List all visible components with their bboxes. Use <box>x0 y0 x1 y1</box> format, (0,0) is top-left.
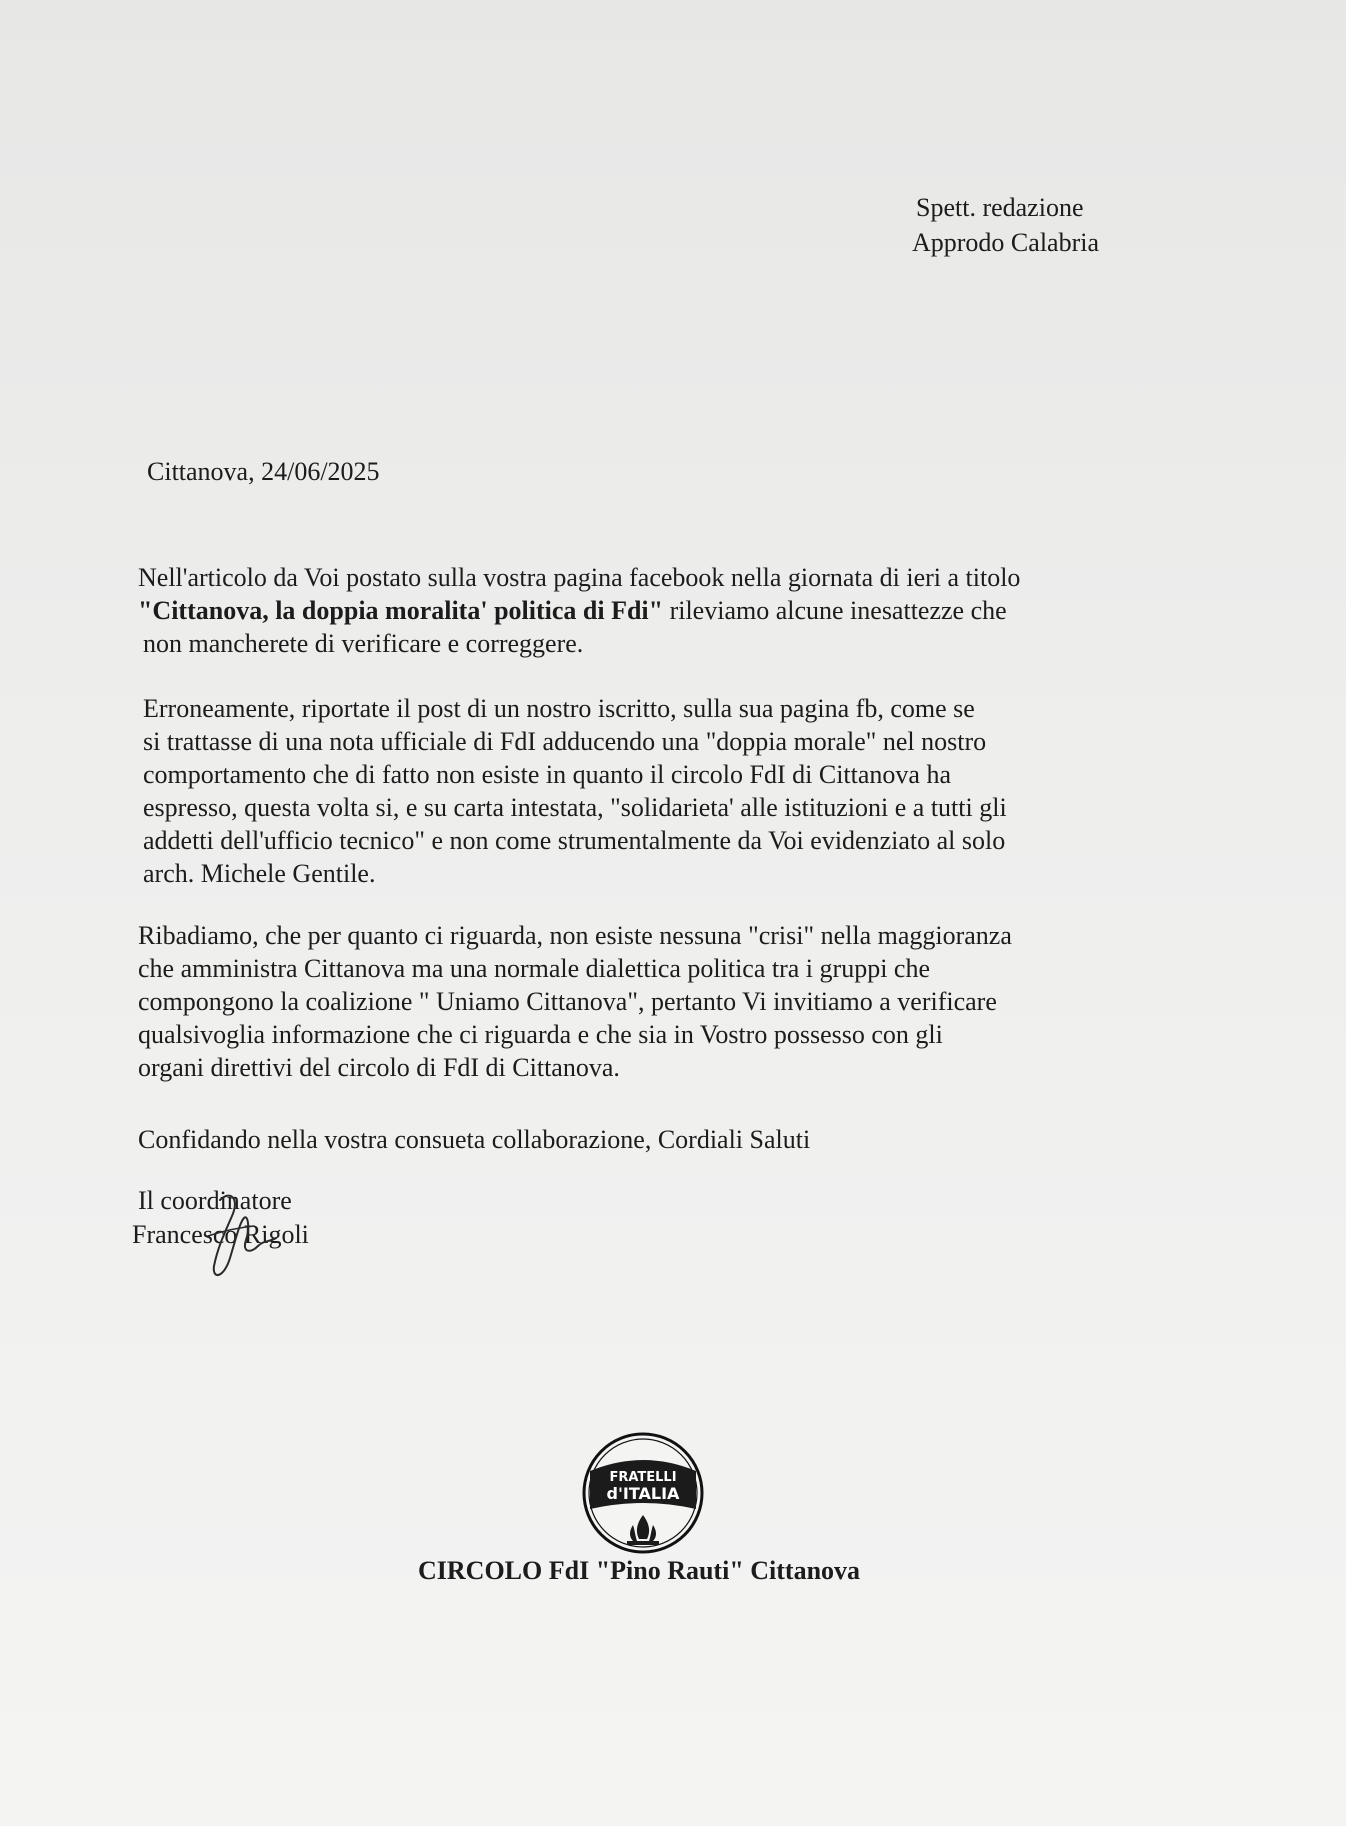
paragraph-2-line: arch. Michele Gentile. <box>143 859 376 888</box>
paragraph-1-line-3: non mancherete di verificare e correggere. <box>143 629 584 658</box>
paragraph-1-line-2 <box>138 594 1138 627</box>
paragraph-2-line: addetti dell'ufficio tecnico" e non come strumentalmente da Voi evidenziato al solo <box>143 826 1006 855</box>
paragraph-2-line: Erroneamente, riportate il post di un nostro iscritto, sulla sua pagina fb, come se <box>143 694 975 723</box>
paragraph-3-line: compongono la coalizione " Uniamo Cittanova", pertanto Vi invitiamo a verificare <box>138 987 997 1016</box>
paragraph-2 <box>143 692 1128 890</box>
handwritten-signature <box>200 1188 290 1288</box>
signer-role: Il coordinatore <box>138 1186 292 1215</box>
paragraph-3-line: qualsivoglia informazione che ci riguarda e che sia in Vostro possesso con gli <box>138 1020 943 1049</box>
closing-line: Confidando nella vostra consueta collaborazione, Cordiali Saluti <box>138 1125 811 1154</box>
paragraph-3-line: organi direttivi del circolo di FdI di Cittanova. <box>138 1053 620 1082</box>
paragraph-2-line: si trattasse di una nota ufficiale di FdI adducendo una "doppia morale" nel nostro <box>143 727 987 756</box>
logo-text-line-2: d'ITALIA <box>606 1484 680 1503</box>
letter-date: Cittanova, 24/06/2025 <box>147 457 380 486</box>
paragraph-1 <box>138 561 1138 660</box>
paragraph-3 <box>138 919 1118 1084</box>
paragraph-3-line: Ribadiamo, che per quanto ci riguarda, non esiste nessuna "crisi" nella maggioranza <box>138 921 1012 950</box>
recipient-block <box>912 190 1100 260</box>
logo-text-line-1: FRATELLI <box>609 1470 677 1485</box>
paragraph-3-line: che amministra Cittanova ma una normale dialettica politica tra i gruppi che <box>138 954 930 983</box>
paragraph-1-line-1: Nell'articolo da Voi postato sulla vostra pagina facebook nella giornata di ieri a titolo <box>138 563 1021 592</box>
fratelli-ditalia-logo <box>581 1431 705 1555</box>
footer-circle-name: CIRCOLO FdI "Pino Rauti" Cittanova <box>418 1556 861 1585</box>
paragraph-2-line: comportamento che di fatto non esiste in quanto il circolo FdI di Cittanova ha <box>143 760 951 789</box>
recipient-line-1: Spett. redazione <box>916 193 1084 222</box>
article-title: "Cittanova, la doppia moralita' politica di Fdi" <box>138 596 664 625</box>
signer-name: Francesco Rigoli <box>132 1220 309 1249</box>
paragraph-1-line-2-rest: rileviamo alcune inesattezze che <box>663 596 1007 625</box>
recipient-line-2: Approdo Calabria <box>912 228 1100 257</box>
paragraph-2-line: espresso, questa volta si, e su carta intestata, "solidarieta' alle istituzioni e a tutti gli <box>143 793 1007 822</box>
